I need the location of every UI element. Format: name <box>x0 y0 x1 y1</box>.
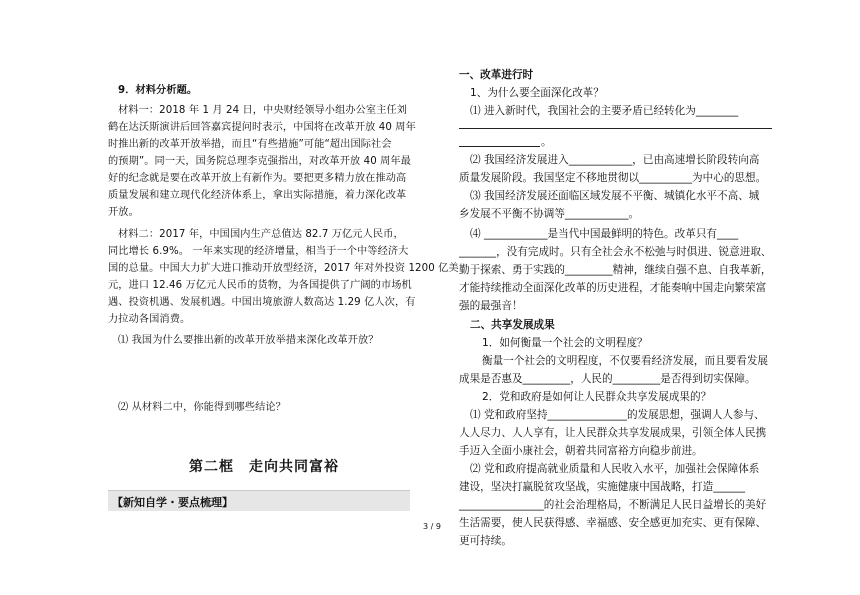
text-line: 质量发展阶段。我国坚定不移地贯彻以__________为中心的思想。 <box>459 172 767 184</box>
section-title: 第二框 走向共同富裕 <box>189 459 339 475</box>
text-line: 更可持续。 <box>459 535 512 547</box>
sub-question-1: ⑴ 我国为什么要推出新的改革开放举措来深化改革开放？ <box>118 335 379 346</box>
text-line: 时推出新的改革开放举措，而且“有些措施”可能“超出国际社会 <box>108 139 392 150</box>
text-line: ⑶ 我国经济发展还面临区域发展不平衡、城镇化水平不高、城 <box>470 190 760 202</box>
text-line: 1、为什么要全面深化改革？ <box>470 87 604 99</box>
text-line: ⑵ 我国经济发展进入____________，已由高速增长阶段转向高 <box>470 154 760 166</box>
text-line: 鹤在达沃斯演讲后回答嘉宾提问时表示，中国将在改革开放 40 周年 <box>108 122 416 133</box>
text-line: _______，没有完成时。只有全社会永不松弛与时俱进、锐意进取、 <box>459 246 772 258</box>
text-line: 元，进口 12.46 万亿元人民币的货物，为各国提供了广阔的市场机 <box>108 280 412 291</box>
text-line: ⑵ 党和政府提高就业质量和人民收入水平，加强社会保障体系 <box>470 463 760 475</box>
text-line: 2．党和政府是如何让人民群众共享发展成果的？ <box>482 391 712 403</box>
text-line: 国的总量。中国大力扩大进口推动开放型经济，2017 年对外投资 1200 亿美 <box>108 263 459 274</box>
page-number: 3 / 9 <box>423 522 441 531</box>
text-line: 人人尽力、人人享有，让人民群众共享发展成果，引领全体人民携 <box>459 427 767 439</box>
text-line: 好的纪念就是要在改革开放上有新作为。要把更多精力放在推动高 <box>108 173 407 184</box>
text-line: 强的最强音！ <box>459 300 523 312</box>
text-line: ⑴ 进入新时代，我国社会的主要矛盾已经转化为________ <box>470 105 739 117</box>
heading-reform: 一、改革进行时 <box>459 69 534 81</box>
text-line: 成果是否惠及_________，人民的_________是否得到切实保障。 <box>459 373 756 385</box>
answer-blank-line <box>459 128 772 129</box>
text-line: ⑴ 党和政府坚持_______________的发展思想，强调人人参与、 <box>470 409 765 421</box>
text-line: 1．如何衡量一个社会的文明程度？ <box>482 337 648 349</box>
text-line: 手迈入全面小康社会，朝着共同富裕方向稳步前进。 <box>459 445 703 457</box>
text-line: 衡量一个社会的文明程度，不仅要看经济发展，而且要看发展 <box>482 355 769 367</box>
question-9-heading: 9．材料分析题。 <box>118 85 198 96</box>
answer-blank-line <box>459 146 540 147</box>
key-points-banner <box>108 490 410 511</box>
text-line: ⑷ ____________是当代中国最鲜明的特色。改革只有____ <box>470 228 739 240</box>
text-line: 遇、投资机遇、发展机遇。中国出境旅游人数高达 1.29 亿人次，有 <box>108 297 416 308</box>
text-line: 力拉动各国消费。 <box>108 314 191 325</box>
banner-label: 【新知自学・要点梳理】 <box>112 496 233 509</box>
text-line: 。 <box>541 136 552 148</box>
text-line: 开放。 <box>108 207 139 218</box>
text-line: 的预期”。同一天，国务院总理李克强指出，对改革开放 40 周年最 <box>108 156 411 167</box>
text-line: 材料一：2018 年 1 月 24 日，中央财经领导小组办公室主任刘 <box>118 105 408 116</box>
heading-share: 二、共享发展成果 <box>470 319 555 331</box>
text-line: 质量发展和建立现代化经济体系上，拿出实际措施，着力深化改革 <box>108 190 407 201</box>
text-line: 材料二：2017 年，中国国内生产总值达 82.7 万亿元人民币， <box>118 229 404 240</box>
text-line: 勤于探索、勇于实践的_________精神，继续自强不息、自我革新， <box>459 264 772 276</box>
text-line: ________________的社会治理格局，不断满足人民日益增长的美好 <box>459 499 767 511</box>
text-line: 才能持续推动全面深化改革的历史进程，才能奏响中国走向繁荣富 <box>459 282 767 294</box>
text-line: 同比增长 6.9%。 一年来实现的经济增量，相当于一个中等经济大 <box>108 246 409 257</box>
text-line: 建设，坚决打赢脱贫攻坚战，实施健康中国战略，打造______ <box>459 481 746 493</box>
text-line: 乡发展不平衡不协调等____________。 <box>459 208 640 220</box>
text-line: 生活需要，使人民获得感、幸福感、安全感更加充实、更有保障、 <box>459 517 767 529</box>
sub-question-2: ⑵ 从材料二中，你能得到哪些结论？ <box>118 402 286 413</box>
